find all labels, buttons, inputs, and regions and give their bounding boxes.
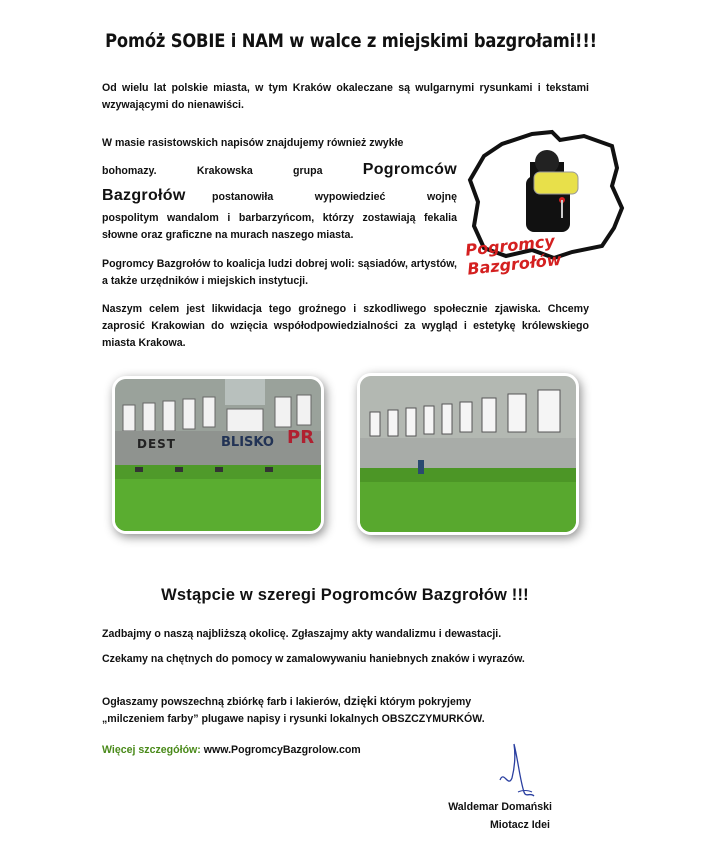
details-label: Więcej szczegółów: (102, 744, 201, 756)
signature-role: Miotacz Idei (489, 819, 550, 831)
para7-text3: „milczeniem farby” plugawe napisy i rysunki lokalnych OBSZCZYMURKÓW. (102, 713, 485, 725)
para2-word-grupa: grupa (293, 165, 323, 177)
para7-emph: dzięki (343, 694, 377, 708)
page-title: Pomóż SOBIE i NAM w walce z miejskimi bazgrołami!!! (105, 30, 597, 52)
group-name-pogromcow: Pogromców (362, 161, 457, 178)
pogromcy-logo (462, 128, 632, 279)
para2-word-bohomazy: bohomazy. (102, 165, 157, 177)
para2-word-krakowska: Krakowska (196, 165, 253, 177)
logo-text: Pogromcy Bazgrołów (464, 231, 563, 279)
intro-paragraph: Od wielu lat polskie miasta, w tym Kraków okaleczane są wulgarnymi rysunkami i tekstami wzywającymi do nienawiści. (102, 82, 589, 111)
para4: Naszym celem jest likwidacja tego groźnego i szkodliwego społecznie zjawiska. Chcemy zaprosić Krakowian do wzięcia współodpowiedzialności za wygląd i estetykę królewskiego miasta Krakowa. (102, 303, 589, 349)
para2-rest: pospolitym wandalom i barbarzyńcom, którzy zostawiają fekalia słowne oraz graficzne na murach naszego miasta. (102, 212, 457, 241)
signature-name: Waldemar Domański (448, 801, 552, 813)
para6: Czekamy na chętnych do pomocy w zamalowywaniu haniebnych znaków i wyrazów. (102, 653, 525, 665)
para2-line3-rest: postanowiła wypowiedzieć wojnę (212, 191, 457, 203)
para2-line3 (102, 187, 457, 206)
para7-text2: którym pokryjemy (379, 696, 472, 708)
para5: Zadbajmy o naszą najbliższą okolicę. Zgłaszajmy akty wandalizmu i dewastacji. (102, 628, 502, 640)
handwritten-signature-icon (490, 740, 540, 804)
group-name-bazgrolow: Bazgrołów (102, 187, 186, 204)
para7 (102, 693, 589, 728)
graffiti-text-3: PR (287, 427, 315, 448)
graffiti-text-1: DEST (137, 437, 176, 451)
para7-text1: Ogłaszamy powszechną zbiórkę farb i lakierów, (102, 696, 341, 708)
para2-line2 (102, 161, 457, 180)
photo-wall-after (357, 373, 579, 535)
para3: Pogromcy Bazgrołów to koalicja ludzi dobrej woli: sąsiadów, artystów, a także urzędników i miejskich instytucji. (102, 258, 457, 287)
join-heading: Wstąpcie w szeregi Pogromców Bazgrołów !!! (161, 586, 529, 604)
details-url[interactable]: www.PogromcyBazgrolow.com (203, 744, 361, 756)
photo-graffiti-before (112, 376, 324, 534)
graffiti-text-2: BLISKO (221, 435, 274, 450)
para2-line1: W masie rasistowskich napisów znajdujemy również zwykłe (102, 137, 404, 149)
